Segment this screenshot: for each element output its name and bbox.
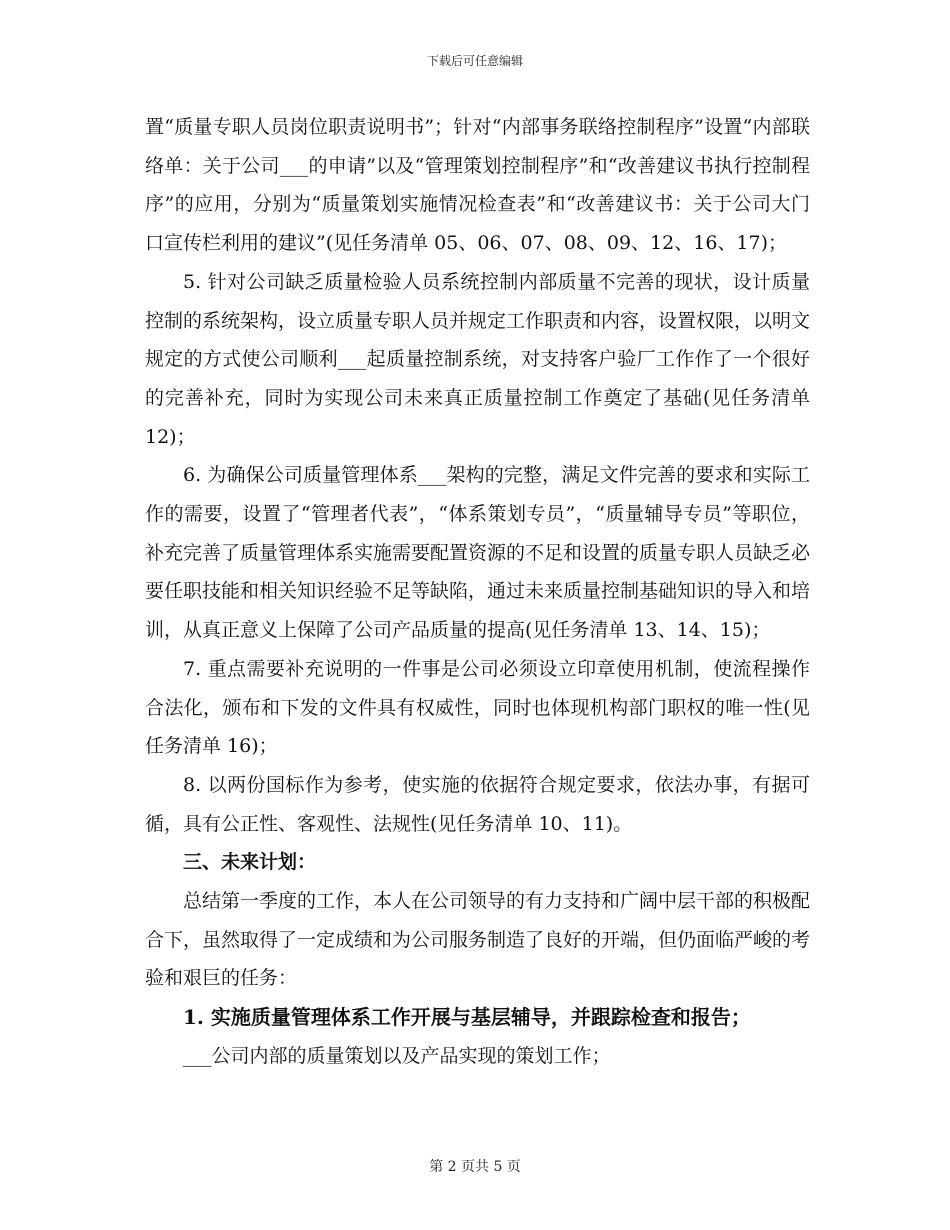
summary-paragraph: 总结第一季度的工作，本人在公司领导的有力支持和广阔中层干部的积极配合下，虽然取得了一定成绩和为公司服务制造了良好的开端，但仍面临严峻的考验和艰巨的任务： bbox=[145, 890, 811, 990]
list-item-5: 5. 针对公司缺乏质量检验人员系统控制内部质量不完善的现状，设计质量控制的系统架构，设立质量专职人员并规定工作职责和内容，设置权限，以明文规定的方式使公司顺利___起质量控制系统，对支持客户验厂工作作了一个很好的完善补充，同时为实现公司未来真正质量控制工作奠定了基础(见任务清单 12)； bbox=[145, 270, 811, 448]
list-item-6: 6. 为确保公司质量管理体系___架构的完整，满足文件完善的要求和实际工作的需要，设置了“管理者代表”，“体系策划专员”，“质量辅导专员”等职位，补充完善了质量管理体系实施需要配置资源的不足和设置的质量专职人员缺乏必要任职技能和相关知识经验不足等缺陷，通过未来质量控制基础知识的导入和培训，从真正意义上保障了公司产品质量的提高(见任务清单 13、14、15)； bbox=[145, 464, 811, 642]
section-heading-future-plan: 三、未来计划： bbox=[183, 851, 317, 874]
plan-detail: ___公司内部的质量策划以及产品实现的策划工作； bbox=[183, 1044, 611, 1067]
paragraph-continuation: 置“质量专职人员岗位职责说明书”；针对“内部事务联络控制程序”设置“内部联络单：关于公司___的申请”以及“管理策划控制程序”和“改善建议书执行控制程序”的应用，分别为“质量策划实施情况检查表”和“改善建议书：关于公司大门口宣传栏利用的建议”(见任务清单 05、06、07、08、09、12、16、17)； bbox=[145, 116, 810, 255]
document-body bbox=[145, 108, 810, 1076]
page-footer: 第 2 页共 5 页 bbox=[429, 1159, 521, 1175]
page-header: 下载后可任意编辑 bbox=[426, 54, 523, 68]
list-item-8: 8. 以两份国标作为参考，使实施的依据符合规定要求，依法办事，有据可循，具有公正性、客观性、法规性(见任务清单 10、11)。 bbox=[145, 773, 810, 835]
list-item-7: 7. 重点需要补充说明的一件事是公司必须设立印章使用机制，使流程操作合法化，颁布和下发的文件具有权威性，同时也体现机构部门职权的唯一性(见任务清单 16)； bbox=[145, 657, 810, 758]
plan-item-1: 1. 实施质量管理体系工作开展与基层辅导，并跟踪检查和报告； bbox=[183, 1005, 751, 1030]
